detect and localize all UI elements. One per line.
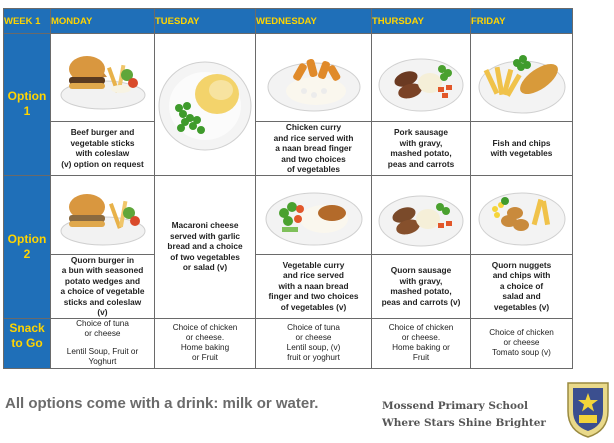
option1-wednesday (256, 122, 372, 176)
burger-plate-image (57, 39, 149, 117)
option2-label-text: Option 2 (7, 231, 47, 261)
snack-friday-text: Choice of chicken or cheese Tomato soup (v) (489, 327, 554, 358)
day-tuesday: TUESDAY (155, 9, 256, 34)
snack-thursday (372, 318, 471, 368)
snack-monday-top: Choice of tuna or cheese (76, 318, 129, 338)
option1-image-row (4, 34, 573, 122)
option1-text-row (4, 122, 573, 176)
option2-image-row (4, 175, 573, 254)
quorn-nuggets-plate-cell (471, 175, 573, 254)
option2-wednesday-text: Vegetable curry and rice served with a naan bread finger and two choices of vegetables (v) (268, 259, 359, 312)
day-thursday: THURSDAY (372, 9, 471, 34)
snack-monday (51, 318, 155, 368)
fish-chips-plate-cell (471, 34, 573, 122)
day-monday: MONDAY (51, 9, 155, 34)
snack-wednesday (256, 318, 372, 368)
option2-wednesday (256, 254, 372, 318)
option2-monday-text: Quorn burger in a bun with seasoned potato wedges and a choice of vegetable sticks and coleslaw (v) (60, 254, 145, 317)
option2-thursday (372, 254, 471, 318)
drink-note: All options come with a drink: milk or water. (5, 395, 319, 412)
header-row (4, 9, 573, 34)
school-info (382, 398, 546, 432)
option2-friday-text: Quorn nuggets and chips with a choice of salad and vegetables (v) (491, 259, 552, 312)
snack-label-text: Snack to Go (9, 320, 45, 350)
school-name: Mossend Primary School (382, 400, 528, 412)
macaroni-plate-cell (155, 34, 256, 176)
tuesday-main-text: Macaroni cheese served with garlic bread and a choice of two vegetables or salad (v) (167, 220, 243, 273)
snack-friday (471, 318, 573, 368)
macaroni-plate-image (157, 44, 253, 164)
sausage-mash-plate-cell (372, 34, 471, 122)
snack-monday-bottom: Lentil Soup, Fruit or Yoghurt (66, 347, 139, 367)
fish-chips-plate-image (475, 39, 569, 117)
option2-thursday-text: Quorn sausage with gravy, mashed potato, peas and carrots (v) (381, 265, 461, 307)
option1-label-text: Option 1 (7, 89, 47, 119)
day-friday: FRIDAY (471, 9, 573, 34)
option1-label (4, 34, 51, 176)
option2-friday (471, 254, 573, 318)
snack-tuesday-text: Choice of chicken or cheese. Home baking or Fruit (172, 322, 238, 363)
quorn-burger-plate-cell (51, 175, 155, 254)
quorn-nuggets-plate-image (475, 179, 569, 251)
chicken-curry-plate-cell (256, 34, 372, 122)
chicken-curry-plate-image (264, 39, 364, 117)
burger-plate-cell (51, 34, 155, 122)
quorn-burger-plate-image (57, 179, 149, 251)
option1-wednesday-text: Chicken curry and rice served with a naan bread finger and two choices of vegetables (273, 122, 354, 174)
menu-table (3, 8, 573, 369)
option1-friday-text: Fish and chips with vegetables (490, 137, 553, 159)
option2-label (4, 175, 51, 318)
school-crest-icon (566, 381, 610, 439)
snack-wednesday-text: Choice of tuna or cheese Lentil soup, (v) fruit or yoghurt (286, 322, 341, 363)
snack-row (4, 318, 573, 368)
option1-monday (51, 122, 155, 176)
vegetable-curry-plate-cell (256, 175, 372, 254)
week-label: WEEK 1 (4, 9, 51, 34)
snack-monday-gap (51, 339, 154, 347)
option2-monday (51, 254, 155, 318)
option2-text-row (4, 254, 573, 318)
snack-tuesday (155, 318, 256, 368)
day-wednesday: WEDNESDAY (256, 9, 372, 34)
option1-monday-text: Beef burger and vegetable sticks with coleslaw (v) option on request (61, 127, 144, 169)
snack-label (4, 318, 51, 368)
option1-thursday-text: Pork sausage with gravy, mashed potato, peas and carrots (387, 127, 455, 169)
sausage-mash-plate-image (376, 39, 466, 117)
snack-thursday-text: Choice of chicken or cheese. Home baking or Fruit (388, 322, 454, 363)
vegetable-curry-plate-image (262, 179, 366, 251)
school-motto: Where Stars Shine Brighter (382, 417, 546, 429)
tuesday-main-cell (155, 175, 256, 318)
option1-friday (471, 122, 573, 176)
quorn-sausage-plate-image (376, 179, 466, 251)
option1-thursday (372, 122, 471, 176)
quorn-sausage-plate-cell (372, 175, 471, 254)
